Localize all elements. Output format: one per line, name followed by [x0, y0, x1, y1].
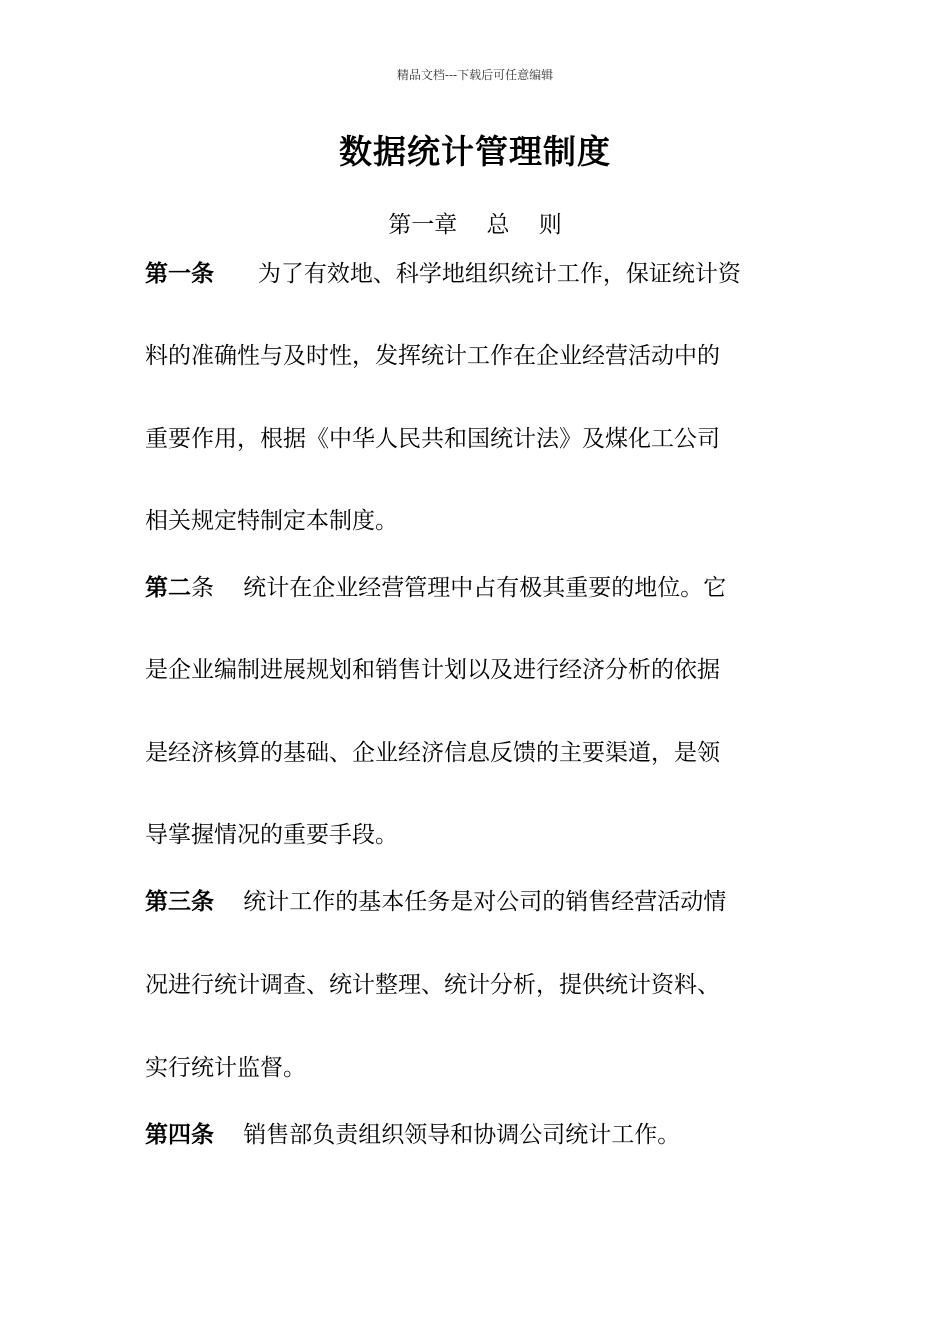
article-line [145, 572, 810, 604]
article-line [145, 819, 810, 851]
article-text: 为了有效地、科学地组织统计工作，保证统计资 [214, 261, 741, 287]
article-text: 况进行统计调查、统计整理、统计分析，提供统计资料、 [145, 972, 720, 998]
article-line [145, 505, 810, 537]
article-line [145, 737, 810, 769]
document-title: 数据统计管理制度 [339, 132, 611, 171]
article-text: 实行统计监督。 [145, 1055, 306, 1081]
article-line [145, 1119, 810, 1151]
article-line [145, 423, 810, 455]
article-text: 料的准确性与及时性，发挥统计工作在企业经营活动中的 [145, 343, 720, 369]
article-line [145, 654, 810, 686]
article-text: 销售部负责组织领导和协调公司统计工作。 [214, 1122, 681, 1148]
article-line [145, 969, 810, 1001]
article-line [145, 258, 810, 290]
article-line [145, 886, 810, 918]
article-label: 第三条 [145, 889, 214, 915]
article-line [145, 1052, 810, 1084]
article-label: 第四条 [145, 1122, 214, 1148]
article-text: 重要作用，根据《中华人民共和国统计法》及煤化工公司 [145, 426, 720, 452]
article-text: 是经济核算的基础、企业经济信息反馈的主要渠道，是领 [145, 740, 720, 766]
article-text: 导掌握情况的重要手段。 [145, 822, 398, 848]
article-label: 第二 [145, 575, 191, 601]
article-line [145, 340, 810, 372]
article-label: 第一条 [145, 261, 214, 287]
page-watermark: 精品文档---下载后可任意编辑 [396, 68, 554, 82]
article-text: 是企业编制进展规划和销售计划以及进行经济分析的依据 [145, 657, 720, 683]
article-text: 统计工作的基本任务是对公司的销售经营活动情 [214, 889, 727, 915]
article-text: 相关规定特制定本制度。 [145, 508, 398, 534]
article-text: 条 统计在企业经营管理中占有极其重要的地位。它 [191, 575, 727, 601]
chapter-heading: 第一章 总 则 [388, 212, 562, 238]
